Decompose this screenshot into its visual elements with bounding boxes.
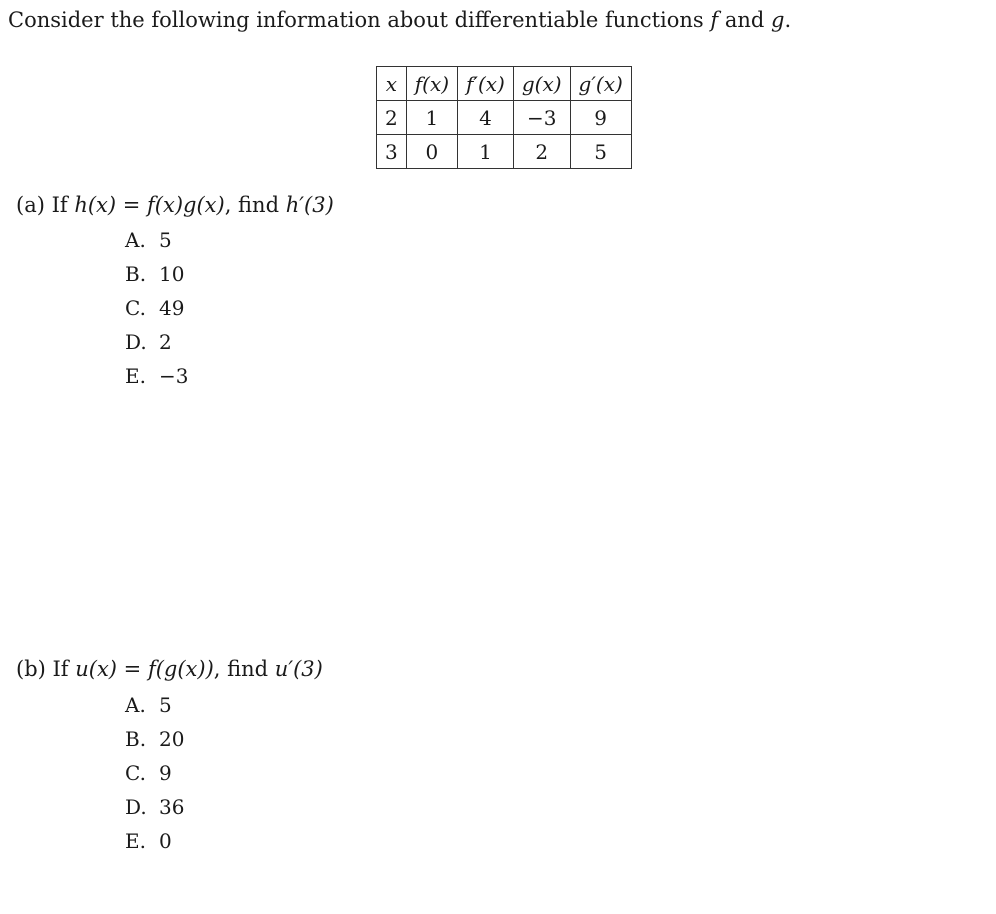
intro-g: g <box>771 8 785 32</box>
option-a-a[interactable] <box>125 223 188 257</box>
option-letter: D. <box>125 795 147 819</box>
table-header-row <box>377 67 632 101</box>
option-value: 2 <box>159 330 172 354</box>
header-g-prime: g′(x) <box>570 67 631 101</box>
question-b-expr: u(x) = f(g(x)) <box>75 657 214 681</box>
option-letter: E. <box>125 364 146 388</box>
option-value: 20 <box>159 727 185 751</box>
table-cell: 3 <box>377 135 407 169</box>
option-value: 10 <box>159 262 185 286</box>
options-b <box>125 688 184 858</box>
intro-f: f <box>710 8 719 32</box>
option-value: 0 <box>159 829 172 853</box>
header-f: f(x) <box>406 67 457 101</box>
option-letter: B. <box>125 262 147 286</box>
table-cell: 2 <box>513 135 570 169</box>
table-cell: 1 <box>458 135 514 169</box>
question-a-find: , find <box>224 193 286 217</box>
option-letter: B. <box>125 727 147 751</box>
table-cell: 9 <box>570 101 631 135</box>
option-value: −3 <box>159 364 189 388</box>
table-cell: 0 <box>406 135 457 169</box>
question-a-expr: h(x) = f(x)g(x) <box>74 193 225 217</box>
option-a-e[interactable] <box>125 359 188 393</box>
table-cell: 2 <box>377 101 407 135</box>
question-b-label: (b) If <box>16 657 76 681</box>
option-letter: A. <box>125 693 146 717</box>
intro-sentence <box>8 8 791 32</box>
header-f-prime: f′(x) <box>458 67 514 101</box>
option-letter: C. <box>125 761 146 785</box>
question-b-target: u′(3) <box>274 657 323 681</box>
values-table <box>376 66 632 169</box>
option-value: 49 <box>159 296 185 320</box>
table-row <box>377 135 632 169</box>
options-a <box>125 223 188 393</box>
table-cell: 1 <box>406 101 457 135</box>
table-row <box>377 101 632 135</box>
question-a <box>16 193 334 217</box>
option-letter: C. <box>125 296 146 320</box>
option-value: 5 <box>159 228 172 252</box>
question-a-label: (a) If <box>16 193 75 217</box>
option-b-c[interactable] <box>125 756 184 790</box>
table-cell: 4 <box>458 101 514 135</box>
option-b-e[interactable] <box>125 824 184 858</box>
option-b-d[interactable] <box>125 790 184 824</box>
table-cell: 5 <box>570 135 631 169</box>
intro-end: . <box>784 8 792 32</box>
option-value: 36 <box>159 795 185 819</box>
option-a-d[interactable] <box>125 325 188 359</box>
header-g: g(x) <box>513 67 570 101</box>
option-b-b[interactable] <box>125 722 184 756</box>
table-cell: −3 <box>513 101 570 135</box>
option-letter: E. <box>125 829 146 853</box>
option-letter: A. <box>125 228 146 252</box>
option-letter: D. <box>125 330 147 354</box>
option-a-c[interactable] <box>125 291 188 325</box>
option-value: 5 <box>159 693 172 717</box>
option-a-b[interactable] <box>125 257 188 291</box>
intro-text: Consider the following information about differentiable functions <box>8 8 711 32</box>
question-b <box>16 657 323 681</box>
question-a-target: h′(3) <box>285 193 334 217</box>
option-value: 9 <box>159 761 172 785</box>
question-b-find: , find <box>213 657 275 681</box>
header-x: x <box>377 67 407 101</box>
option-b-a[interactable] <box>125 688 184 722</box>
intro-and: and <box>718 8 771 32</box>
